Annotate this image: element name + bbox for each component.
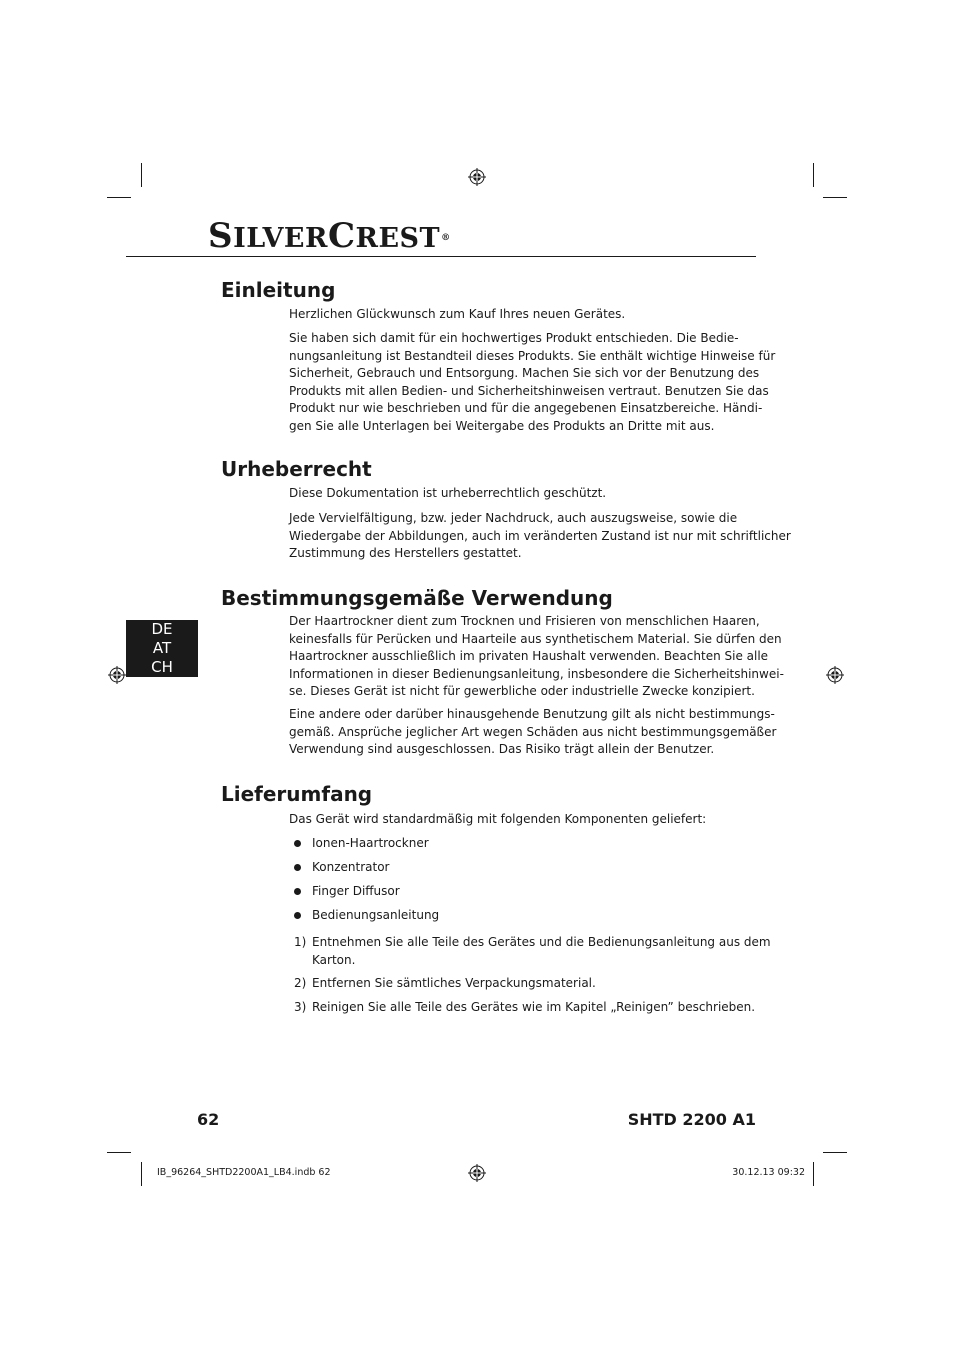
crop-mark: [813, 1162, 814, 1186]
brand-logo-initial: S: [208, 216, 234, 256]
urheberrecht-paragraph: Jede Vervielfältigung, bzw. jeder Nachdruck, auch auszugsweise, sowie die Wiedergabe der Abbildungen, auch im veränderten Zustand ist nur mit schriftlicher Zustimmung des Herstellers gestattet.: [289, 511, 791, 560]
language-tab-ch: CH: [151, 658, 173, 676]
crop-mark: [141, 1162, 142, 1186]
crop-mark: [141, 163, 142, 187]
print-slug-date: 30.12.13 09:32: [732, 1167, 805, 1178]
verwendung-paragraph-1: Der Haartrockner dient zum Trocknen und Frisieren von menschlichen Haaren, keinesfalls für Perücken und Haarteile aus synthetischem Material. Sie dürfen den Haartrockner ausschließlich im privaten Haushalt verwenden. Beachten Sie alle Informationen in dieser Bedienungsanleitung, insbesondere die Sicherheitshinwei- se. Dieses Gerät ist nicht für gewerbliche oder industrielle Zwecke konzipiert.: [289, 614, 784, 698]
list-item: Finger Diffusor: [294, 883, 400, 901]
registration-mark-icon: [826, 666, 844, 684]
page-number: 62: [197, 1110, 220, 1129]
step-number: 3): [294, 1000, 307, 1014]
bullet-icon: [294, 864, 301, 871]
urheberrecht-intro: Diese Dokumentation ist urheberrechtlich geschützt.: [289, 486, 607, 500]
registration-mark-icon: [468, 1164, 486, 1182]
verwendung-paragraph-2: Eine andere oder darüber hinausgehende Benutzung gilt als nicht bestimmungs- gemäß. Ansprüche jeglicher Art wegen Schäden aus nicht bestimmungsgemäßer Verwendung sind ausgeschlossen. Das Risiko trägt allein der Benutzer.: [289, 707, 777, 756]
step-number: 2): [294, 976, 307, 990]
bullet-icon: [294, 840, 301, 847]
list-item: Ionen-Haartrockner: [294, 835, 429, 853]
crop-mark: [823, 1152, 847, 1153]
einleitung-intro: Herzlichen Glückwunsch zum Kauf Ihres neuen Gerätes.: [289, 307, 626, 321]
crop-mark: [823, 197, 847, 198]
model-number: SHTD 2200 A1: [627, 1110, 756, 1129]
language-tab-de: DE: [151, 620, 173, 638]
einleitung-paragraph: Sie haben sich damit für ein hochwertiges Produkt entschieden. Die Bedie- nungsanleitung ist Bestandteil dieses Produkts. Sie enthält wichtige Hinweise für Sicherheit, Gebrauch und Entsorgung. Machen Sie sich vor der Benutzung des Produkts mit allen Bedien- und Sicherheitshinweisen vertraut. Benutzen Sie das Produkt nur wie beschrieben und für die angegebenen Einsatzbereiche. Händi- gen Sie alle Unterlagen bei Weitergabe des Produkts an Dritte mit aus.: [289, 331, 776, 433]
list-item: Konzentrator: [294, 859, 389, 877]
step-text: Entnehmen Sie alle Teile des Gerätes und die Bedienungsanleitung aus dem Karton.: [312, 935, 771, 967]
step-number: 1): [294, 935, 307, 949]
registration-mark-icon: [468, 168, 486, 186]
step-text: Reinigen Sie alle Teile des Gerätes wie im Kapitel „Reinigen” beschrieben.: [312, 1000, 756, 1014]
registered-mark: ®: [441, 233, 451, 243]
brand-logo: [208, 216, 451, 256]
language-tab: [126, 620, 198, 677]
brand-logo-initial: C: [327, 216, 356, 256]
crop-mark: [813, 163, 814, 187]
heading-einleitung: Einleitung: [221, 278, 336, 302]
step-text: Entfernen Sie sämtliches Verpackungsmaterial.: [312, 976, 596, 990]
list-item: Bedienungsanleitung: [294, 907, 439, 925]
bullet-icon: [294, 912, 301, 919]
heading-lieferumfang: Lieferumfang: [221, 782, 373, 806]
lieferumfang-intro: Das Gerät wird standardmäßig mit folgenden Komponenten geliefert:: [289, 812, 707, 826]
heading-urheberrecht: Urheberrecht: [221, 457, 372, 481]
registration-mark-icon: [108, 666, 126, 684]
header-rule: [126, 256, 756, 257]
heading-verwendung: Bestimmungsgemäße Verwendung: [221, 586, 613, 610]
crop-mark: [107, 197, 131, 198]
print-slug-file: IB_96264_SHTD2200A1_LB4.indb 62: [157, 1167, 331, 1178]
bullet-icon: [294, 888, 301, 895]
crop-mark: [107, 1152, 131, 1153]
brand-logo-part: ILVER: [233, 223, 328, 254]
language-tab-at: AT: [152, 639, 172, 657]
brand-logo-part: REST: [355, 223, 441, 254]
